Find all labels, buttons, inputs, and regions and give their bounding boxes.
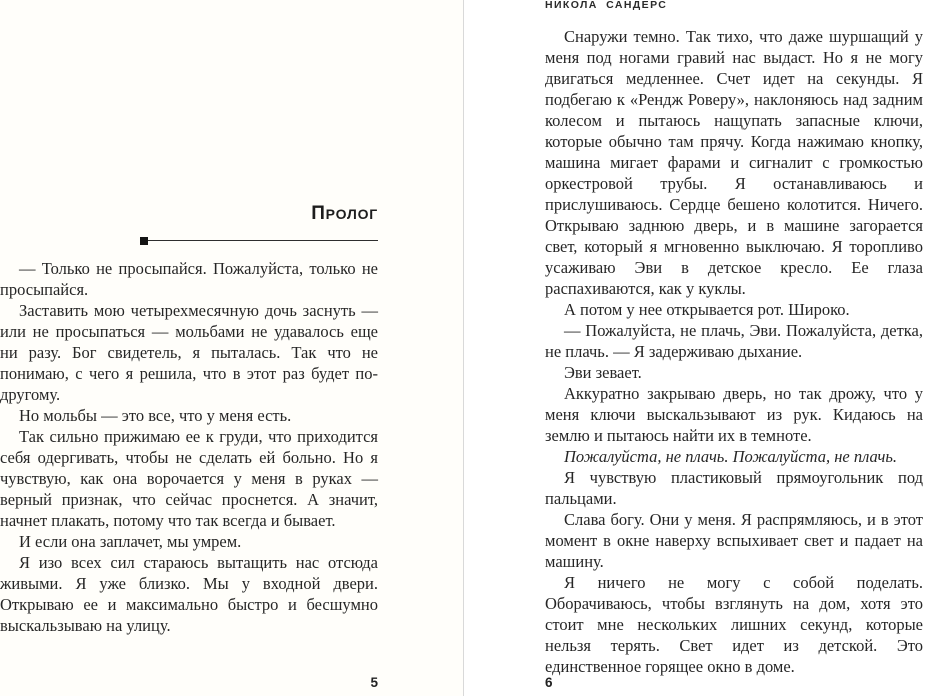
chapter-heading [0,203,378,226]
paragraph: Слава богу. Они у меня. Я распрямляюсь, и в этот момент в окне наверху вспыхивает свет и падает на машину. [545,510,923,571]
chapter-title-rest: РОЛОГ [325,206,378,222]
page-number-right: 6 [545,675,553,690]
paragraph: Я изо всех сил стараюсь вытащить нас отсюда живыми. Я уже близко. Мы у входной двери. Открываю ее и максимально быстро и бесшумно выскальзываю на улицу. [0,553,378,635]
page-right [464,0,926,696]
right-page-text [545,26,923,677]
paragraph: Аккуратно закрываю дверь, но так дрожу, что у меня ключи выскальзывают из рук. Кидаюсь на землю и пытаюсь найти их в темноте. [545,384,923,445]
paragraph: — Пожалуйста, не плачь, Эви. Пожалуйста, детка, не плачь. — Я задерживаю дыхание. [545,321,923,361]
chapter-rule [140,240,378,241]
chapter-title-lead: П [311,203,326,224]
running-head-author: НИКОЛА САНДЕРС [545,0,668,11]
page-number-left: 5 [370,675,378,690]
paragraph: — Только не просыпайся. Пожалуйста, только не просыпайся. [0,259,378,299]
paragraph: Заставить мою четырехмесячную дочь заснуть — или не просыпаться — мольбами не удавалось еще ни разу. Бог свидетель, я пыталась. Так что не понимаю, с чего я решила, что в этот раз будет по-другому. [0,301,378,404]
paragraph: А потом у нее открывается рот. Широко. [564,300,850,319]
paragraph: Я ничего не могу с собой поделать. Оборачиваюсь, чтобы взглянуть на дом, хотя это стоит мне нескольких лишних секунд, которые нельзя терять. Свет идет из детской. Это единственное горящее окно в доме. [545,573,923,676]
rule-square-ornament [140,237,148,245]
paragraph: Снаружи темно. Так тихо, что даже шуршащий у меня под ногами гравий нас выдаст. Но я не могу двигаться медленнее. Счет идет на секунды. Я подбегаю к «Рендж Роверу», наклоняюсь над задним колесом и пытаюсь нащупать запасные ключи, которые обычно там прячу. Когда нажимаю кнопку, машина мигает фарами и сигналит с громкостью оркестровой трубы. Я останавливаюсь и прислушиваюсь. Сердце бешено колотится. Ничего. Открываю заднюю дверь, и в машине загорается свет, который я мгновенно выключаю. Я торопливо усаживаю Эви в детское кресло. Ее глаза распахиваются, как у куклы. [545,27,923,298]
paragraph: Эви зевает. [564,363,642,382]
paragraph: Я чувствую пластиковый прямоугольник под пальцами. [545,468,923,508]
paragraph: Так сильно прижимаю ее к груди, что приходится себя одергивать, чтобы не сделать ей больно. Но я чувствую, как она ворочается у меня в руках — верный признак, что сейчас проснется. А значит, начнет плакать, потому что так всегда и бывает. [0,427,378,530]
paragraph: Пожалуйста, не плачь. Пожалуйста, не плачь. [564,447,898,466]
left-page-text [0,258,378,636]
paragraph: Но мольбы — это все, что у меня есть. [19,406,292,425]
paragraph: И если она заплачет, мы умрем. [19,532,242,551]
